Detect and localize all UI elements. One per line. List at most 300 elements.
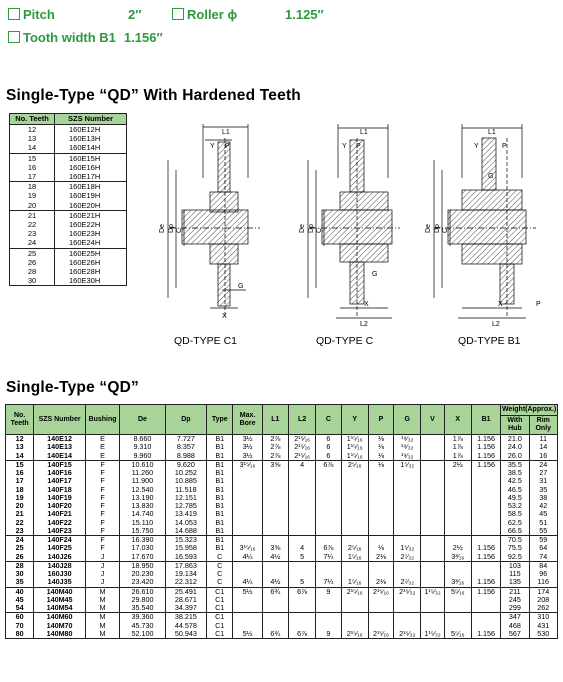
y-cell [341,561,368,570]
dp-cell: 10.885 [165,477,206,485]
c-cell: 7¼ [316,553,341,562]
szs-number-cell: 160E20H [55,201,127,211]
c1-label-g: G [238,283,244,290]
type-cell: C1 [207,596,233,604]
teeth-cell: 30 [10,276,55,286]
weight-rim-only-cell: 14 [529,443,557,451]
p-cell [368,469,393,477]
l2-cell [289,613,316,622]
y-cell: 1⁵⁄₁₆ [341,578,368,587]
teeth-cell: 19 [10,191,55,200]
teeth-cell: 22 [6,519,34,527]
p-cell: ⅛ [368,435,393,444]
bushing-cell: M [85,622,119,630]
l2-cell: 5 [289,578,316,587]
l2-cell [289,527,316,536]
table-row [6,578,558,587]
type-cell: B1 [207,519,233,527]
dp-cell: 12.151 [165,494,206,502]
l1-cell [262,527,288,536]
c-label-c: C [316,227,323,233]
section1-title: Single-Type “QD” With Hardened Teeth [6,87,301,104]
x-cell: 1⅞ [444,452,471,461]
bushing-cell: F [85,477,119,485]
y-cell: 2⁵⁄₁₆ [341,544,368,552]
c-cell [316,469,341,477]
szs-number-cell: 140F18 [34,486,86,494]
b1-cell: 1.156 [471,553,500,562]
l2-cell: 5 [289,553,316,562]
szs-number-cell: 160E22H [55,220,127,229]
de-cell: 9.310 [120,443,165,451]
b1-label-y: Y [474,143,479,150]
g-cell [394,604,421,613]
max-bore-cell: 5½ [233,587,262,596]
l1-cell [262,561,288,570]
l1-cell [262,486,288,494]
type-cell: B1 [207,494,233,502]
c-cell: 9 [316,630,341,639]
caption-qd-type-c1: QD-TYPE C1 [174,335,238,347]
x-cell: 5⁵⁄₁₆ [444,587,471,596]
c-cell: 6 [316,443,341,451]
max-bore-cell [233,469,262,477]
type-cell: B1 [207,469,233,477]
x-cell [444,519,471,527]
x-cell [444,486,471,494]
v-cell [421,527,444,536]
weight-with-hub-cell: 24.0 [501,443,529,451]
v-cell [421,443,444,451]
header-rim-only: Rim Only [529,416,557,435]
y-cell [341,494,368,502]
teeth-cell: 80 [6,630,34,639]
de-cell: 17.670 [120,553,165,562]
dp-cell: 8.988 [165,452,206,461]
weight-with-hub-cell: 35.5 [501,460,529,469]
bushing-cell: F [85,502,119,510]
de-cell: 18.950 [120,561,165,570]
y-cell [341,486,368,494]
dp-cell: 34.397 [165,604,206,613]
dp-cell: 38.215 [165,613,206,622]
szs-number-cell: 140F19 [34,494,86,502]
weight-rim-only-cell: 431 [529,622,557,630]
type-cell: C [207,578,233,587]
c-cell: 6⅞ [316,544,341,552]
c-label-dp: Dp [308,224,315,233]
c-cell [316,486,341,494]
type-cell: C1 [207,622,233,630]
caption-qd-type-b1: QD-TYPE B1 [458,335,521,347]
max-bore-cell: 4¼ [233,553,262,562]
weight-rim-only-cell: 16 [529,452,557,461]
type-cell: C1 [207,587,233,596]
table-row [6,630,558,639]
c-cell [316,494,341,502]
table-row [6,613,558,622]
type-cell: C [207,570,233,578]
v-cell [421,477,444,485]
type-cell: C [207,561,233,570]
max-bore-cell: 3¹⁵⁄₁₆ [233,544,262,552]
y-cell: 2⁵⁄₁₆ [341,460,368,469]
l1-cell: 6¾ [262,587,288,596]
max-bore-cell [233,527,262,536]
v-cell [421,561,444,570]
teeth-cell: 20 [6,502,34,510]
g-cell [394,613,421,622]
checkbox-square-icon [8,8,20,20]
l1-cell [262,469,288,477]
v-cell [421,510,444,518]
v-cell [421,536,444,545]
weight-rim-only-cell: 42 [529,502,557,510]
weight-rim-only-cell: 31 [529,477,557,485]
teeth-cell: 23 [6,527,34,536]
c-cell [316,477,341,485]
b1-cell [471,477,500,485]
b1-cell: 1.156 [471,452,500,461]
l1-cell [262,604,288,613]
bushing-cell: F [85,536,119,545]
max-bore-cell: 3½ [233,443,262,451]
de-cell: 16.390 [120,536,165,545]
l1-cell [262,613,288,622]
weight-rim-only-cell: 96 [529,570,557,578]
header-de: De [120,405,165,435]
x-cell: 3³⁄₁₆ [444,578,471,587]
b1-cell [471,613,500,622]
b1-label-p: P [502,143,507,150]
v-cell [421,613,444,622]
teeth-cell: 13 [6,443,34,451]
weight-rim-only-cell: 64 [529,544,557,552]
teeth-cell: 14 [6,452,34,461]
de-cell: 29.800 [120,596,165,604]
v-cell: 1¹⁵⁄₃₂ [421,587,444,596]
table-row [6,553,558,562]
szs-number-cell: 160E21H [55,210,127,220]
v-cell [421,578,444,587]
p-cell: ⅛ [368,452,393,461]
y-cell [341,519,368,527]
type-cell: B1 [207,443,233,451]
table-row [6,587,558,596]
g-cell: 2⁷⁄₃₂ [394,578,421,587]
weight-rim-only-cell: 51 [529,519,557,527]
y-cell [341,604,368,613]
l2-cell [289,477,316,485]
p-cell [368,613,393,622]
y-cell: 1¹⁵⁄₁₆ [341,452,368,461]
pitch-value: 2″ [128,7,142,22]
type-cell: C [207,553,233,562]
g-cell: 2¹⁵⁄₃₂ [394,587,421,596]
p-cell [368,561,393,570]
x-cell [444,469,471,477]
l1-cell: 3⅝ [262,544,288,552]
l2-cell: 2¹⁵⁄₁₆ [289,443,316,451]
spec-roller [172,7,237,22]
szs-number-cell: 140J35 [34,578,86,587]
header-l1: L1 [262,405,288,435]
p-cell: 2⅛ [368,578,393,587]
szs-number-cell: 140E13 [34,443,86,451]
teeth-cell: 28 [6,561,34,570]
c1-label-l1: L1 [222,129,230,136]
c-cell [316,510,341,518]
y-cell [341,596,368,604]
checkbox-square-icon [172,8,184,20]
qd-spec-table [5,404,558,639]
y-cell: 2¹⁵⁄₁₆ [341,630,368,639]
max-bore-cell [233,502,262,510]
weight-rim-only-cell: 55 [529,527,557,536]
l1-cell [262,502,288,510]
header-bushing: Bushing [85,405,119,435]
dp-cell: 9.620 [165,460,206,469]
roller-label: Roller ϕ [187,7,238,22]
c-label-l2: L2 [360,321,368,328]
szs-number-cell: 140F15 [34,460,86,469]
szs-number-cell: 140M70 [34,622,86,630]
b1-label-de: De [425,224,432,233]
x-cell: 1⅞ [444,435,471,444]
x-cell [444,494,471,502]
teeth-cell: 21 [6,510,34,518]
dp-cell: 7.727 [165,435,206,444]
b1-cell [471,494,500,502]
header-g: G [394,405,421,435]
c-label-p: P [356,143,361,150]
table-row [6,510,558,518]
type-cell: B1 [207,435,233,444]
type-cell: C1 [207,604,233,613]
g-cell [394,527,421,536]
szs-number-cell: 160J30 [34,570,86,578]
p-cell: 2¹⁵⁄₁₆ [368,630,393,639]
v-cell [421,435,444,444]
b1-cell [471,604,500,613]
type-cell: B1 [207,536,233,545]
l2-cell [289,502,316,510]
y-cell [341,510,368,518]
x-cell [444,604,471,613]
g-cell [394,502,421,510]
table-row [6,570,558,578]
szs-number-cell: 140F23 [34,527,86,536]
c-cell [316,527,341,536]
c-label-de: De [299,224,306,233]
szs-number-cell: 140F17 [34,477,86,485]
weight-rim-only-cell: 530 [529,630,557,639]
b1-cell: 1.156 [471,544,500,552]
de-cell: 23.420 [120,578,165,587]
szs-number-cell: 160E16H [55,163,127,172]
dp-cell: 15.323 [165,536,206,545]
b1-cell: 1.156 [471,435,500,444]
szs-number-cell: 160E28H [55,267,127,276]
l2-cell: 4 [289,460,316,469]
g-cell: 2¹⁵⁄₃₂ [394,630,421,639]
header-no-teeth: No. Teeth [6,405,34,435]
szs-number-cell: 140M80 [34,630,86,639]
weight-rim-only-cell: 116 [529,578,557,587]
table-row [6,494,558,502]
table-row [6,486,558,494]
max-bore-cell [233,561,262,570]
teeth-cell: 60 [6,613,34,622]
diagram-qd-type-c1 [168,124,260,318]
bushing-cell: J [85,578,119,587]
max-bore-cell: 3½ [233,452,262,461]
szs-number-cell: 160E18H [55,182,127,192]
max-bore-cell [233,486,262,494]
teeth-cell: 35 [6,578,34,587]
bushing-cell: M [85,630,119,639]
dp-cell: 25.491 [165,587,206,596]
bushing-cell: F [85,510,119,518]
weight-rim-only-cell: 27 [529,469,557,477]
teeth-cell: 54 [6,604,34,613]
diagram-qd-type-b1 [434,124,536,318]
l2-cell [289,561,316,570]
type-cell: B1 [207,502,233,510]
y-cell: 1⁵⁄₁₆ [341,553,368,562]
y-cell: 1¹⁵⁄₁₆ [341,435,368,444]
szs-number-cell: 160E26H [55,258,127,267]
x-cell: 3³⁄₁₆ [444,553,471,562]
c1-label-y: Y [210,143,215,150]
weight-with-hub-cell: 70.5 [501,536,529,545]
szs-number-cell: 140J28 [34,561,86,570]
header-type: Type [207,405,233,435]
weight-with-hub-cell: 468 [501,622,529,630]
teeth-cell: 26 [10,258,55,267]
b1-label-l2: L2 [492,321,500,328]
v-cell [421,553,444,562]
g-cell [394,596,421,604]
szs-number-cell: 160E15H [55,153,127,163]
bushing-cell: E [85,452,119,461]
weight-rim-only-cell: 262 [529,604,557,613]
teeth-cell: 12 [10,125,55,135]
c-cell [316,502,341,510]
weight-with-hub-cell: 49.5 [501,494,529,502]
tooth-value: 1.156″ [123,30,163,45]
dp-cell: 12.785 [165,502,206,510]
g-cell [394,486,421,494]
l2-cell [289,519,316,527]
de-cell: 35.540 [120,604,165,613]
teeth-cell: 15 [6,460,34,469]
y-cell [341,502,368,510]
bushing-cell: E [85,435,119,444]
weight-with-hub-cell: 211 [501,587,529,596]
y-cell [341,477,368,485]
teeth-cell: 17 [6,477,34,485]
v-cell [421,519,444,527]
b1-cell [471,510,500,518]
b1-cell [471,502,500,510]
de-cell: 52.100 [120,630,165,639]
teeth-cell: 45 [6,596,34,604]
b1-cell: 1.156 [471,578,500,587]
c-cell [316,596,341,604]
header-y: Y [341,405,368,435]
table-row [6,544,558,552]
x-cell [444,527,471,536]
type-cell: B1 [207,510,233,518]
bushing-cell: J [85,553,119,562]
header-v: V [421,405,444,435]
b1-label-c: C [442,227,449,233]
b1-cell: 1.156 [471,443,500,451]
p-cell [368,519,393,527]
y-cell [341,613,368,622]
de-cell: 14.740 [120,510,165,518]
szs-number-cell: 140J26 [34,553,86,562]
c1-label-de: De [159,224,166,233]
max-bore-cell [233,519,262,527]
de-cell: 13.190 [120,494,165,502]
weight-with-hub-cell: 103 [501,561,529,570]
b1-cell: 1.156 [471,587,500,596]
g-cell [394,561,421,570]
l2-cell [289,486,316,494]
szs-number-cell: 160E14H [55,143,127,153]
bushing-cell: F [85,486,119,494]
c1-label-x: X [222,313,227,320]
szs-number-cell: 140F21 [34,510,86,518]
weight-with-hub-cell: 135 [501,578,529,587]
x-cell [444,561,471,570]
weight-rim-only-cell: 38 [529,494,557,502]
c-cell: 9 [316,587,341,596]
c-cell [316,561,341,570]
c-label-l1: L1 [360,129,368,136]
de-cell: 12.540 [120,486,165,494]
header-b1: B1 [471,405,500,435]
b1-cell: 1.156 [471,460,500,469]
c-cell: 6⅞ [316,460,341,469]
de-cell: 9.960 [120,452,165,461]
l1-cell [262,494,288,502]
bushing-cell: E [85,443,119,451]
b1-cell [471,486,500,494]
l2-cell [289,494,316,502]
max-bore-cell: 3¹⁵⁄₁₆ [233,460,262,469]
de-cell: 11.260 [120,469,165,477]
diagram-area [0,118,563,388]
b1-cell [471,519,500,527]
c-label-y: Y [342,143,347,150]
dp-cell: 17.863 [165,561,206,570]
x-cell: 2½ [444,544,471,552]
l2-cell: 4 [289,544,316,552]
header-p: P [368,405,393,435]
l1-cell: 2⅞ [262,443,288,451]
table-row [6,469,558,477]
teeth-cell: 23 [10,229,55,238]
g-cell: 1⁵⁄₃₂ [394,460,421,469]
c1-label-c: C [176,227,183,233]
bushing-cell: J [85,561,119,570]
bushing-cell: F [85,469,119,477]
szs-number-cell: 140E14 [34,452,86,461]
de-cell: 39.360 [120,613,165,622]
